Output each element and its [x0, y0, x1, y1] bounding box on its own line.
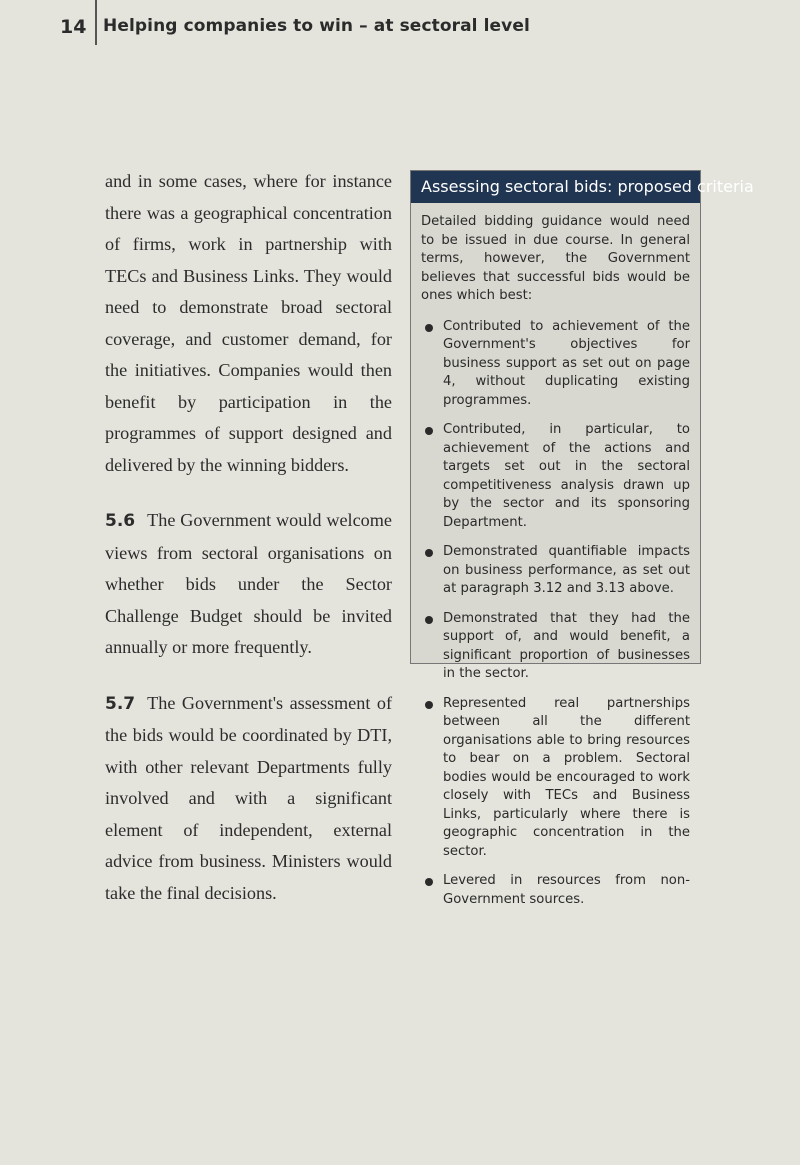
body-text-column: [105, 166, 392, 933]
paragraph-text: The Government would welcome views from sectoral organisations on whether bids under the Sector Challenge Budget should be invited annually or more frequently.: [105, 510, 392, 657]
list-item-text: Contributed, in particular, to achievement of the actions and targets set out in the sectoral competitiveness analysis drawn up by the sector and its sponsoring Department.: [443, 422, 690, 530]
bullet-icon: [425, 324, 433, 332]
bullet-icon: [425, 616, 433, 624]
list-item: [421, 695, 690, 862]
list-item: [421, 318, 690, 411]
criteria-panel: [410, 170, 754, 907]
page-number: 14: [60, 16, 87, 38]
list-item: [421, 610, 690, 684]
bullet-icon: [425, 549, 433, 557]
paragraph-continuation: and in some cases, where for instance there was a geographical concentration of firms, work in partnership with TECs and Business Links. They would need to demonstrate broad sectoral coverage, and customer demand, for the initiatives. Companies would then benefit by participation in the programmes of support designed and delivered by the winning bidders.: [105, 171, 392, 475]
list-item: [421, 543, 690, 599]
list-item-text: Demonstrated that they had the support of, and would benefit, a significant proportion of businesses in the sector.: [443, 610, 690, 681]
paragraph-5-7: [105, 688, 392, 910]
list-item-text: Contributed to achievement of the Government's objectives for business support as set out on page 4, without duplicating existing programmes.: [443, 318, 690, 408]
list-item-text: Represented real partnerships between all the different organisations able to bring resources to bear on a problem. Sectoral bodies would be encouraged to work closely with TECs and Business Links, particularly where there is geographic concentration in the sector.: [443, 695, 690, 859]
list-item-text: Levered in resources from non-Government sources.: [443, 873, 690, 907]
paragraph-text: The Government's assessment of the bids would be coordinated by DTI, with other relevant Departments fully involved and with a significant element of independent, external advice from business. Ministers would take the final decisions.: [105, 692, 392, 903]
panel-intro: Detailed bidding guidance would need to be issued in due course. In general terms, however, the Government believes that successful bids would be ones which best:: [421, 214, 690, 303]
list-item: [421, 421, 690, 532]
criteria-list: [421, 318, 690, 910]
paragraph-number: 5.7: [105, 693, 136, 714]
bullet-icon: [425, 427, 433, 435]
paragraph-5-6: [105, 505, 392, 664]
list-item-text: Demonstrated quantifiable impacts on business performance, as set out at paragraph 3.12 and 3.13 above.: [443, 544, 690, 596]
page-header: [0, 0, 800, 56]
header-divider: [95, 0, 97, 45]
running-title: Helping companies to win – at sectoral level: [103, 16, 530, 36]
paragraph-number: 5.6: [105, 511, 136, 531]
panel-title: Assessing sectoral bids: proposed criteria: [411, 171, 700, 203]
bullet-icon: [425, 701, 433, 709]
list-item: [421, 872, 690, 909]
bullet-icon: [425, 878, 433, 886]
panel-content: [411, 203, 700, 909]
